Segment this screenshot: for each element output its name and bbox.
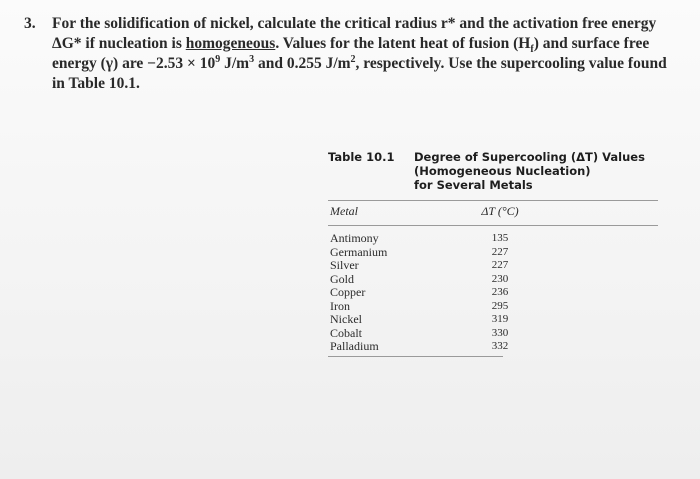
table-top-rule: [328, 200, 658, 203]
problem-line-3: energy (γ) are $-2.53 \times 10^9$ $J/m^3$ and 0.255 $J/m^2$, respectively. Use the supercooling value found: [52, 53, 667, 72]
table-row: [328, 259, 658, 273]
delta-t-value: 319: [491, 313, 509, 325]
table-row: [328, 340, 658, 354]
supercooling-table: [328, 148, 658, 357]
table-bottom-rule: [328, 356, 503, 357]
metal-name: Palladium: [330, 339, 379, 353]
delta-t-value: 330: [491, 326, 509, 339]
table-number: Table 10.1: [328, 150, 395, 164]
delta-t-value: 230: [491, 272, 509, 285]
delta-t-value: 227: [491, 245, 509, 258]
table-caption: [328, 148, 658, 192]
table-row: [328, 327, 658, 341]
underlined-term: homogeneous: [185, 35, 276, 52]
table-row: [328, 300, 658, 314]
delta-t-value: 332: [491, 340, 509, 352]
table-row: [328, 286, 658, 300]
column-header-metal: Metal: [330, 204, 358, 218]
metal-name: Antimony: [330, 231, 379, 245]
delta-t-value: 135: [491, 232, 509, 244]
problem-body: [52, 14, 684, 94]
column-header-delta-t: ΔT (°C): [481, 204, 519, 218]
table-row: [328, 232, 658, 246]
delta-t-value: 295: [491, 299, 509, 312]
table-row: [328, 313, 658, 327]
problem-line-4: in Table 10.1.: [52, 75, 140, 92]
table-body: [328, 232, 658, 354]
metal-name: Gold: [330, 271, 354, 286]
table-header-row: [328, 204, 658, 222]
delta-t-value: 236: [491, 286, 509, 298]
table-title: Degree of Supercooling (ΔT) Values (Homogeneous Nucleation) for Several Metals: [414, 150, 645, 192]
metal-name: Silver: [330, 258, 359, 272]
delta-t-value: 227: [491, 259, 509, 271]
table-row: [328, 246, 658, 260]
metal-name: Germanium: [330, 244, 388, 259]
metal-name: Iron: [330, 298, 350, 313]
problem-statement: [24, 14, 684, 94]
problem-line-2: ΔG* if nucleation is homogeneous. Values for the latent heat of fusion $(H_f)$ and surface free: [52, 35, 650, 56]
metal-name: Cobalt: [330, 325, 362, 340]
metal-name: Nickel: [330, 312, 362, 326]
problem-number: 3.: [24, 15, 36, 32]
problem-line-1: For the solidification of nickel, calculate the critical radius r* and the activation free energy: [52, 15, 657, 32]
metal-name: Copper: [330, 285, 366, 299]
table-row: [328, 273, 658, 287]
